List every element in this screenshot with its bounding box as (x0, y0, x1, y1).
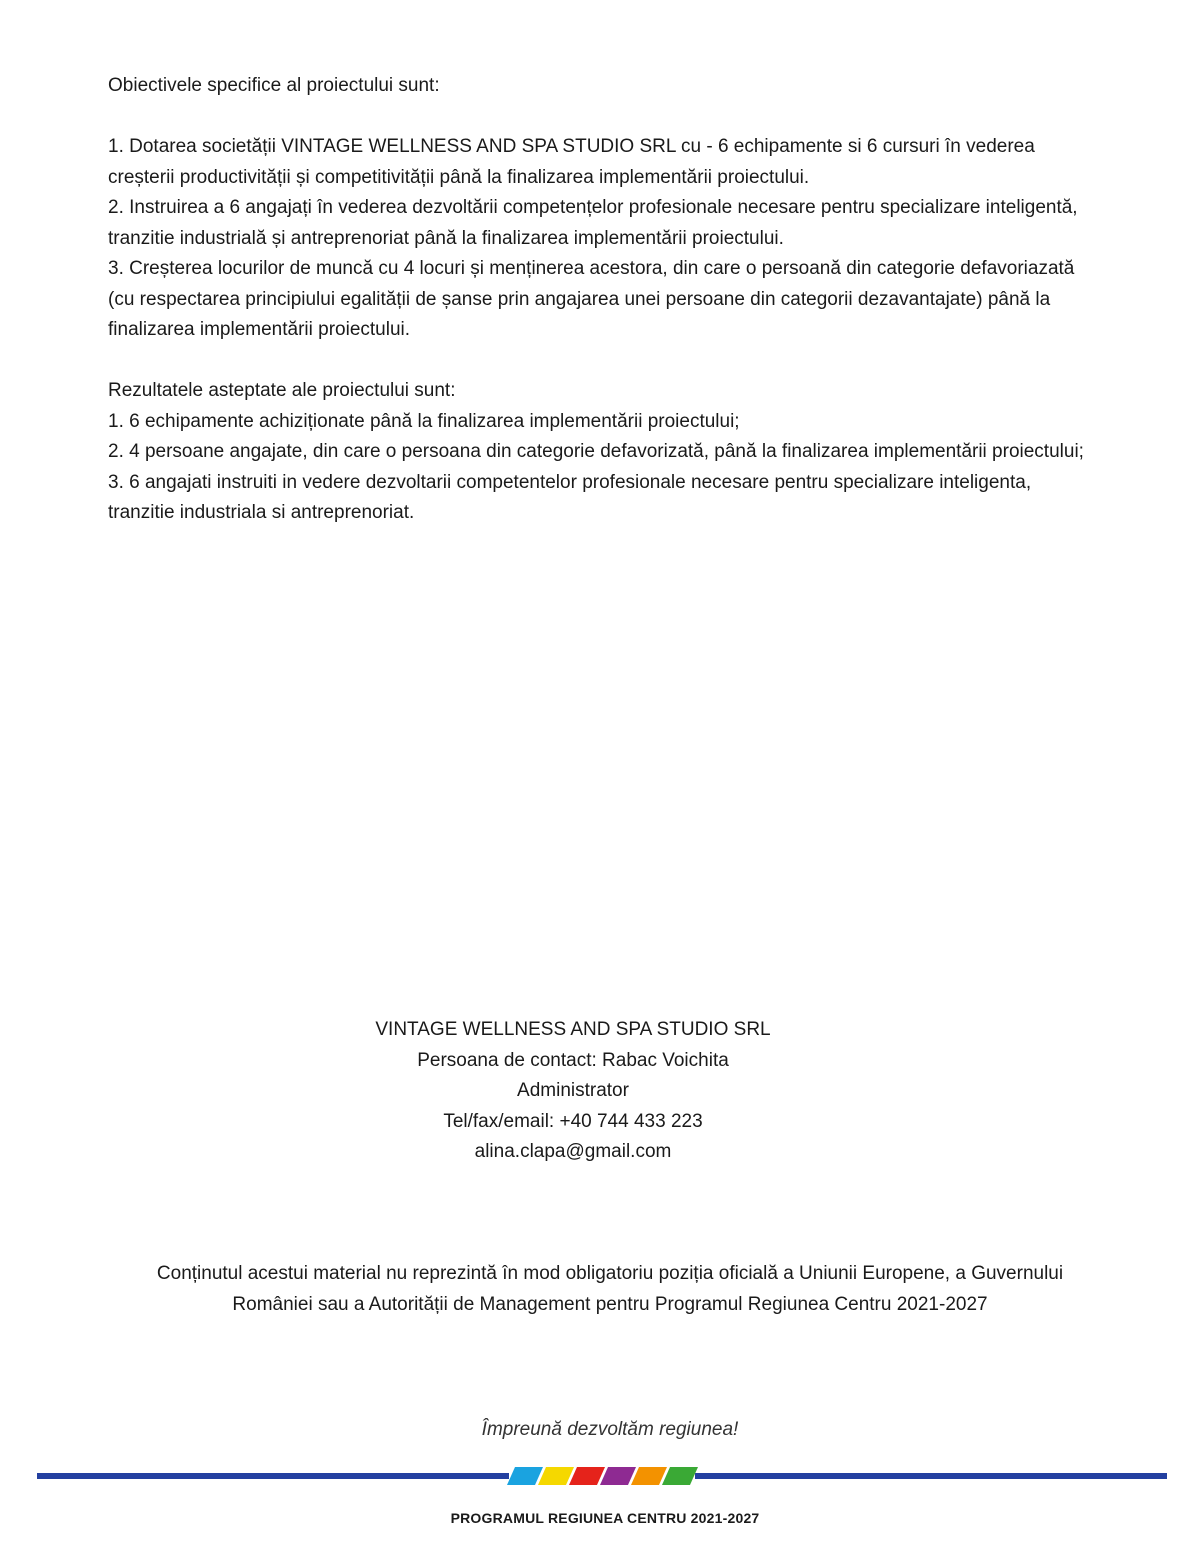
footer-color-segment (507, 1467, 543, 1485)
contact-email: alina.clapa@gmail.com (474, 1141, 672, 1162)
result-item: 2. 4 persoane angajate, din care o persoana din categorie defavorizată, până la finalizarea implementării proiectului; (108, 441, 1084, 462)
objective-item: 2. Instruirea a 6 angajați în vederea dezvoltării competențelor profesionale necesare pentru specializare inteligentă, tranzitie industrială și antreprenoriat până la finalizarea implementării proiectului. (108, 197, 1078, 249)
slogan: Împreună dezvoltăm regiunea! (481, 1419, 739, 1440)
footer-color-segment (538, 1467, 574, 1485)
objectives-section (108, 71, 1098, 346)
objective-item: 1. Dotarea societății VINTAGE WELLNESS AND SPA STUDIO SRL cu - 6 echipamente si 6 cursuri în vederea creșterii productivității și competitivității până la finalizarea implementării proiectului. (108, 136, 1035, 188)
footer-color-segment (569, 1467, 605, 1485)
footer-bar-right (695, 1473, 1167, 1479)
objectives-heading: Obiectivele specifice al proiectului sunt: (108, 75, 440, 96)
results-section (108, 376, 1098, 529)
footer-color-segments (507, 1467, 698, 1485)
contact-role: Administrator (517, 1080, 629, 1101)
disclaimer-line: României sau a Autorității de Management pentru Programul Regiunea Centru 2021-2027 (232, 1293, 988, 1315)
results-heading: Rezultatele asteptate ale proiectului sunt: (108, 380, 456, 401)
disclaimer (60, 1259, 1160, 1320)
result-item: 1. 6 echipamente achiziționate până la finalizarea implementării proiectului; (108, 410, 740, 432)
result-item: 3. 6 angajati instruiti in vedere dezvoltarii competentelor profesionale necesare pentru specializare inteligenta, tranzitie industriala si antreprenoriat. (108, 471, 1032, 523)
footer-color-bar (37, 1465, 1167, 1489)
footer-color-segment (662, 1467, 698, 1485)
program-name: PROGRAMUL REGIUNEA CENTRU 2021-2027 (450, 1510, 760, 1526)
contact-person: Persoana de contact: Rabac Voichita (417, 1049, 729, 1071)
disclaimer-line: Conținutul acestui material nu reprezintă în mod obligatoriu poziția oficială a Uniunii Europene, a Guvernului (156, 1263, 1064, 1284)
contact-phone: Tel/fax/email: +40 744 433 223 (443, 1110, 703, 1132)
footer-color-segment (631, 1467, 667, 1485)
footer-color-segment (600, 1467, 636, 1485)
footer-bar-left (37, 1473, 509, 1479)
objective-item: 3. Creșterea locurilor de muncă cu 4 locuri și menținerea acestora, din care o persoană din categorie defavoriazată (cu respectarea principiului egalității de șanse prin angajarea unei persoane din categorii dezavantajate) până la finalizarea implementării proiectului. (108, 258, 1075, 340)
company-name: VINTAGE WELLNESS AND SPA STUDIO SRL (375, 1019, 771, 1040)
contact-block (300, 1015, 846, 1168)
spacer (108, 102, 1098, 133)
